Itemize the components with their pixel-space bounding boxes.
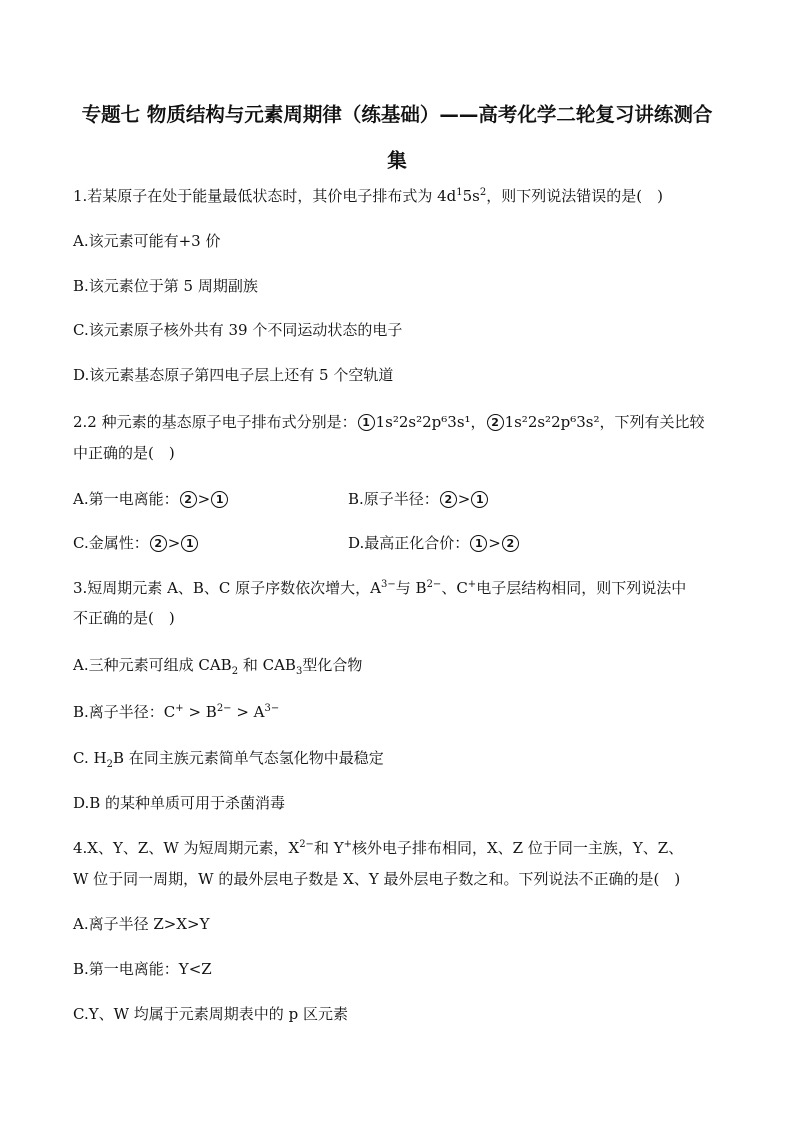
q1-sup-2: 2 — [479, 187, 487, 198]
circled-number-2: 2 — [502, 535, 519, 552]
subscript: 2 — [106, 759, 113, 770]
q1-stem — [73, 186, 663, 206]
q2-separator: ， — [470, 413, 486, 431]
q3-option-c-end: B 在同主族元素简单气态氢化物中最稳定 — [112, 749, 384, 767]
circled-number-1: 1 — [471, 491, 488, 508]
q3-option-a-text: A.三种元素可组成 CAB — [73, 656, 232, 674]
q2-option-c — [73, 533, 199, 553]
q3-stem-text: 3.短周期元素 A、B、C 原子序数依次增大，A — [73, 579, 382, 597]
q4-x-charge: 2− — [299, 839, 314, 850]
circled-number-1: 1 — [211, 491, 228, 508]
circled-number-2: 2 — [150, 535, 167, 552]
q4-stem-line2: W 位于同一周期，W 的最外层电子数是 X、Y 最外层电子数之和。下列说法不正确的是( ) — [73, 870, 681, 888]
q4-stem-text: 4.X、Y、Z、W 为短周期元素，X — [73, 839, 300, 857]
q2-stem — [73, 412, 705, 432]
q3-stem-line2: 不正确的是( ) — [73, 609, 175, 627]
q3-option-a-end: 型化合物 — [302, 656, 363, 674]
greater-than: > — [457, 490, 471, 508]
q3-option-a — [73, 655, 362, 675]
greater-than: > — [167, 534, 181, 552]
q4-stem-end: 核外电子排布相同，X、Z 位于同一主族，Y、Z、 — [352, 839, 684, 857]
q3-option-b-mid-2: > A — [231, 703, 265, 721]
q2-config-2: 1s²2s²2p⁶3s² — [504, 413, 600, 431]
q3-option-b-text: B.离子半径：C — [73, 703, 176, 721]
superscript: 2− — [216, 703, 232, 714]
q2-option-d — [348, 533, 520, 553]
q1-stem-text: 1.若某原子在处于能量最低状态时，其价电子排布式为 4d — [73, 187, 457, 205]
q3-b-charge: 2− — [426, 579, 442, 590]
q3-option-c-text: C. H — [73, 749, 107, 767]
q3-stem-end: 电子层结构相同，则下列说法中 — [476, 579, 687, 597]
q2-option-d-label: D.最高正化合价： — [348, 534, 470, 552]
q3-stem — [73, 578, 686, 598]
q2-option-b-label: B.原子半径： — [348, 490, 439, 508]
q2-stem-end: ，下列有关比较 — [599, 413, 705, 431]
q3-c-charge: + — [467, 579, 477, 590]
subscript: 3 — [295, 666, 303, 677]
q1-option-b: B.该元素位于第 5 周期副族 — [73, 277, 258, 295]
q2-stem-text: 2.2 种元素的基态原子电子排布式分别是： — [73, 413, 357, 431]
superscript: 3− — [264, 703, 280, 714]
circled-number-2: 2 — [180, 491, 197, 508]
q1-sup-1: 1 — [456, 187, 463, 198]
superscript: + — [175, 703, 184, 714]
greater-than: > — [197, 490, 211, 508]
q4-option-c: C.Y、W 均属于元素周期表中的 p 区元素 — [73, 1005, 348, 1023]
title-line-1: 专题七 物质结构与元素周期律（练基础）——高考化学二轮复习讲练测合 — [81, 103, 713, 126]
q4-option-b: B.第一电离能：Y<Z — [73, 960, 212, 978]
q3-option-d: D.B 的某种单质可用于杀菌消毒 — [73, 794, 286, 812]
circled-number-2: 2 — [487, 414, 504, 431]
q3-option-c — [73, 748, 384, 768]
q3-option-a-mid: 和 CAB — [238, 656, 296, 674]
q2-stem-line2: 中正确的是( ) — [73, 444, 175, 462]
q3-option-b-mid-1: > B — [183, 703, 217, 721]
q3-option-b — [73, 702, 279, 722]
q4-stem — [73, 838, 683, 858]
circled-number-1: 1 — [181, 535, 198, 552]
q1-stem-mid: 5s — [462, 187, 480, 205]
q4-stem-mid: 和 Y — [313, 839, 344, 857]
q2-option-c-label: C.金属性： — [73, 534, 149, 552]
q2-option-a-label: A.第一电离能： — [73, 490, 179, 508]
q4-option-a: A.离子半径 Z>X>Y — [73, 915, 210, 933]
circled-number-1: 1 — [358, 414, 375, 431]
q3-stem-mid-2: 、C — [441, 579, 468, 597]
subscript: 2 — [231, 666, 239, 677]
q1-option-d: D.该元素基态原子第四电子层上还有 5 个空轨道 — [73, 366, 394, 384]
q1-stem-end: ，则下列说法错误的是( ) — [486, 187, 663, 205]
q2-option-a — [73, 489, 229, 509]
circled-number-2: 2 — [440, 491, 457, 508]
q1-option-a: A.该元素可能有+3 价 — [73, 232, 221, 250]
title-line-2: 集 — [387, 149, 407, 172]
q4-y-charge: + — [343, 839, 352, 850]
q3-stem-mid-1: 与 B — [395, 579, 427, 597]
greater-than: > — [488, 534, 501, 552]
q2-option-b — [348, 489, 489, 509]
circled-number-1: 1 — [470, 535, 487, 552]
q1-option-c: C.该元素原子核外共有 39 个不同运动状态的电子 — [73, 321, 403, 339]
document-title — [60, 92, 734, 184]
q2-config-1: 1s²2s²2p⁶3s¹ — [375, 413, 471, 431]
q3-a-charge: 3− — [381, 579, 396, 590]
